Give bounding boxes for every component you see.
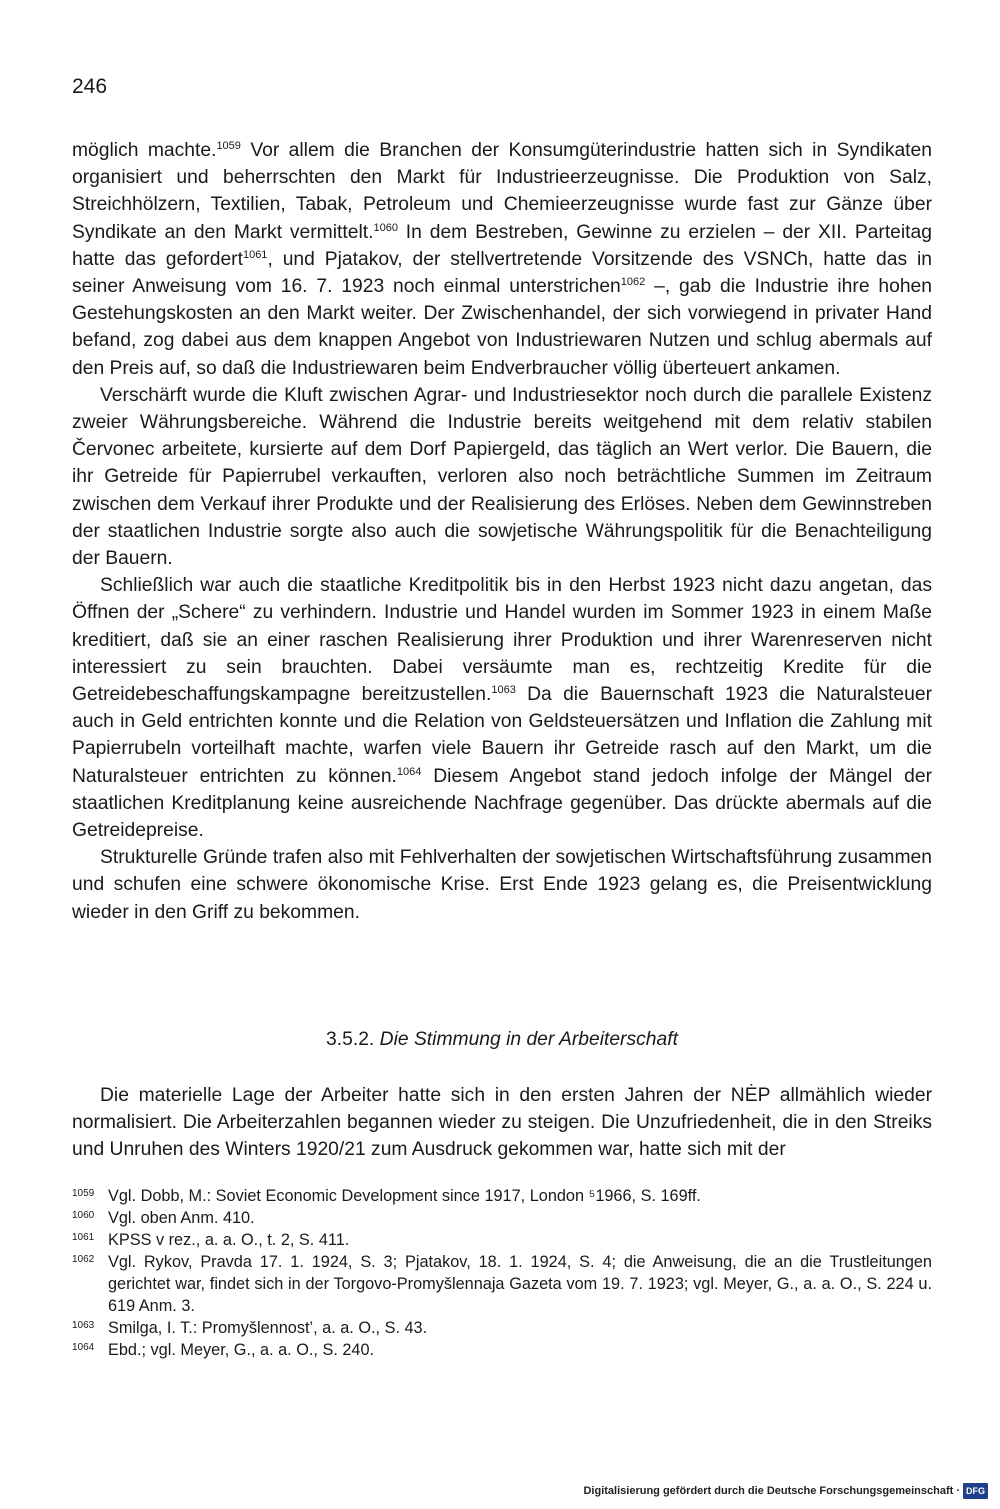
footnote-number: 1061 (72, 1232, 95, 1243)
text-run: möglich machte. (72, 140, 217, 161)
footnote (72, 1185, 932, 1207)
footnote-text: Vgl. oben Anm. 410. (108, 1209, 255, 1227)
footnote-ref: 1064 (396, 765, 422, 778)
paragraph (72, 844, 932, 926)
footnote-number: 1062 (72, 1254, 95, 1265)
footnote (72, 1251, 932, 1317)
page-number: 246 (72, 75, 108, 98)
text-run: Da die Bauernschaft 1923 die Naturalsteuer auch in Geld entrichten konnte und die Relation von Geldsteuersätzen und Inflation die Zahlung mit Papierrubeln vorteilhaft machte, warfen viele Bauern ihr Getreide rasch auf den Markt, um die Naturalsteuer entrichten zu können. (72, 684, 932, 787)
section-title: Die Stimmung in der Arbeiterschaft (379, 1029, 678, 1050)
section-body (72, 1082, 932, 1164)
footnote-ref: 1059 (216, 140, 241, 152)
footer-text: Digitalisierung gefördert durch die Deutsche Forschungsgemeinschaft · (583, 1485, 960, 1497)
text-run: –, gab die Industrie ihre hohen Gestehungskosten an den Markt weiter. Der Zwischenhandel, der sich vorwiegend in privater Hand befand, zog dabei aus dem knappen Angebot von Industriewaren Nutzen und schlug abermals auf den Preis auf, so daß die Industriewaren beim Endverbraucher völlig überteuert ankamen. (72, 276, 933, 379)
footnote-text: Vgl. Dobb, M.: Soviet Economic Development since 1917, London ⁵1966, S. 169ff. (108, 1187, 701, 1205)
text-run: Verschärft wurde die Kluft zwischen Agrar- und Industriesektor noch durch die parallele Existenz zweier Währungsbereiche. Während die Industrie bereits weitgehend mit dem relativ stabilen Červonec arbeitete, kursierte auf dem Dorf Papiergeld, das täglich an Wert verlor. Die Bauern, die ihr Getreide für Papierrubel verkauften, verloren also noch beträchtliche Summen im Zeitraum zwischen dem Verkauf ihrer Produkte und der Realisierung des Erlöses. Neben dem Gewinnstreben der staatlichen Industrie sorgte also auch die sowjetische Währungspolitik für die Benachteiligung der Bauern. (72, 384, 932, 570)
footnote-number: 1063 (72, 1320, 95, 1331)
text-run: Diesem Angebot stand jedoch infolge der Mängel der staatlichen Kreditplanung keine ausreichende Nachfrage gegenüber. Das drückte abermals auf die Getreidepreise. (72, 765, 933, 842)
paragraph: Die materielle Lage der Arbeiter hatte sich in den ersten Jahren der NĖP allmählich wieder normalisiert. Die Arbeiterzahlen begannen wieder zu steigen. Die Unzufriedenheit, die in den Streiks und Unruhen des Winters 1920/21 zum Ausdruck gekommen war, hatte sich mit der (72, 1085, 932, 1161)
footnote-ref: 1063 (491, 684, 516, 697)
footnote-text: KPSS v rez., a. a. O., t. 2, S. 411. (108, 1231, 350, 1249)
text-run: Strukturelle Gründe trafen also mit Fehlverhalten der sowjetischen Wirtschaftsführung zusammen und schufen eine schwere ökonomische Krise. Erst Ende 1923 gelang es, die Preisentwicklung wieder in den Griff zu bekommen. (72, 847, 932, 923)
footnote-number: 1060 (72, 1210, 95, 1221)
footnote (72, 1207, 932, 1229)
footnote-text: Ebd.; vgl. Meyer, G., a. a. O., S. 240. (108, 1341, 375, 1359)
text-run: In dem Bestreben, Gewinne zu erzielen – der XII. Parteitag hatte das gefordert (72, 221, 932, 270)
footnote (72, 1229, 932, 1251)
section-heading (72, 1027, 932, 1053)
paragraph (72, 137, 932, 382)
paragraph (72, 572, 932, 844)
footnote-ref: 1062 (620, 276, 646, 289)
footnote-ref: 1060 (373, 221, 398, 234)
dfg-logo: DFG (963, 1483, 988, 1499)
body-text (72, 137, 932, 926)
footnote (72, 1317, 932, 1339)
digitization-footer (583, 1483, 988, 1499)
section-number: 3.5.2. (326, 1029, 375, 1050)
footnote-number: 1059 (72, 1188, 95, 1199)
footnote (72, 1339, 932, 1361)
footnote-ref: 1061 (242, 248, 268, 261)
text-run: Schließlich war auch die staatliche Kreditpolitik bis in den Herbst 1923 nicht dazu angetan, das Öffnen der „Schere“ zu verhindern. Industrie und Handel wurden im Sommer 1923 in einem Maße kreditiert, daß sie an einer raschen Realisierung ihrer Produktion und ihrer Warenreserven nicht interessiert zu sein brauchten. Dabei versäumte man es, rechtzeitig Kredite für die Getreidebeschaffungskampagne bereitzustellen. (72, 575, 932, 706)
footnote-text: Vgl. Rykov, Pravda 17. 1. 1924, S. 3; Pjatakov, 18. 1. 1924, S. 4; die Anweisung, die an die Trustleitungen gerichtet war, findet sich in der Torgovo-Promyšlennaja Gazeta vom 19. 7. 1923; vgl. Meyer, G., a. a. O., S. 224 u. 619 Anm. 3. (108, 1253, 932, 1315)
paragraph (72, 382, 932, 572)
text-run: , und Pjatakov, der stellvertretende Vorsitzende des VSNCh, hatte das in seiner Anweisung vom 16. 7. 1923 noch einmal unterstrichen (72, 248, 933, 298)
text-run: Vor allem die Branchen der Konsumgüterindustrie hatten sich in Syndikaten organisiert und beherrschten den Markt für Industrieerzeugnisse. Die Produktion von Salz, Streichhölzern, Textilien, Tabak, Petroleum und Chemieerzeugnisse wurde fast zur Gänze über Syndikate an den Markt vermittelt. (72, 140, 932, 243)
footnote-number: 1064 (72, 1342, 95, 1353)
footnotes (72, 1185, 932, 1361)
footnote-text: Smilga, I. T.: Promyšlennost’, a. a. O., S. 43. (108, 1319, 428, 1337)
